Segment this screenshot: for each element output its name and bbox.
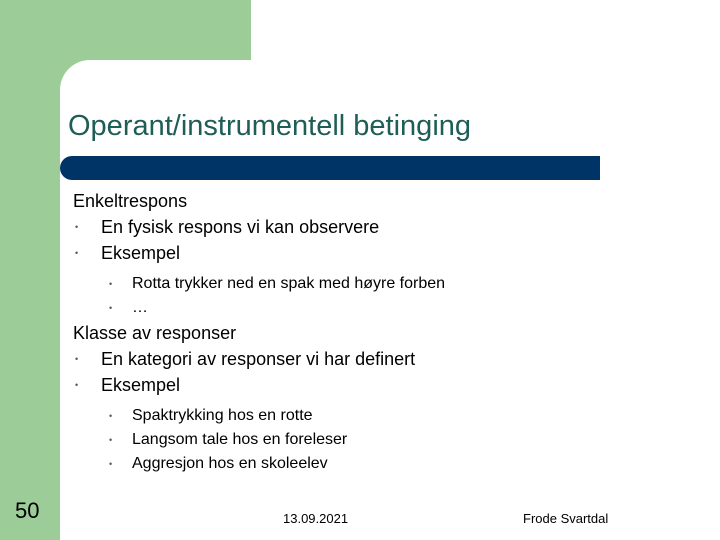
list-item-text: Eksempel: [101, 243, 181, 263]
sub-list-item: [73, 452, 693, 476]
list-item-text: Eksempel: [101, 375, 181, 395]
slide-title: Operant/instrumentell betinging: [68, 110, 472, 142]
section-heading: Enkeltrespons: [73, 191, 188, 211]
sub-list-item-text: …: [132, 299, 148, 316]
slide-body: [73, 188, 693, 476]
list-item: [73, 240, 693, 266]
bullet-icon: •: [109, 459, 113, 469]
sub-list-item: [73, 296, 693, 320]
sub-list-item-text: Spaktrykking hos en rotte: [132, 407, 313, 424]
sub-list-item: [73, 272, 693, 296]
bullet-icon: •: [109, 435, 113, 445]
bullet-icon: •: [109, 279, 113, 289]
sub-list-item-text: Aggresjon hos en skoleelev: [132, 455, 328, 472]
white-top-strip: [90, 60, 251, 91]
bullet-icon: •: [75, 248, 79, 258]
sub-list-item-text: Rotta trykker ned en spak med høyre forben: [132, 275, 446, 292]
page-number: 50: [15, 498, 40, 523]
bullet-icon: •: [109, 411, 113, 421]
list-item-text: En kategori av responser vi har definert: [101, 349, 416, 369]
list-item: [73, 346, 693, 372]
list-item: [73, 214, 693, 240]
bullet-icon: •: [109, 303, 113, 313]
list-item-text: En fysisk respons vi kan observere: [101, 217, 380, 237]
footer-author: Frode Svartdal: [523, 511, 609, 526]
section-heading: Klasse av responser: [73, 323, 237, 343]
footer-date: 13.09.2021: [283, 511, 349, 526]
sub-list-item-text: Langsom tale hos en foreleser: [132, 431, 348, 448]
bullet-icon: •: [75, 222, 79, 232]
bullet-icon: •: [75, 380, 79, 390]
list-item: [73, 372, 693, 398]
green-left-strip: [0, 0, 60, 540]
bullet-icon: •: [75, 354, 79, 364]
sub-list-item: [73, 428, 693, 452]
title-underline-bar: [60, 156, 600, 180]
sub-list-item: [73, 404, 693, 428]
